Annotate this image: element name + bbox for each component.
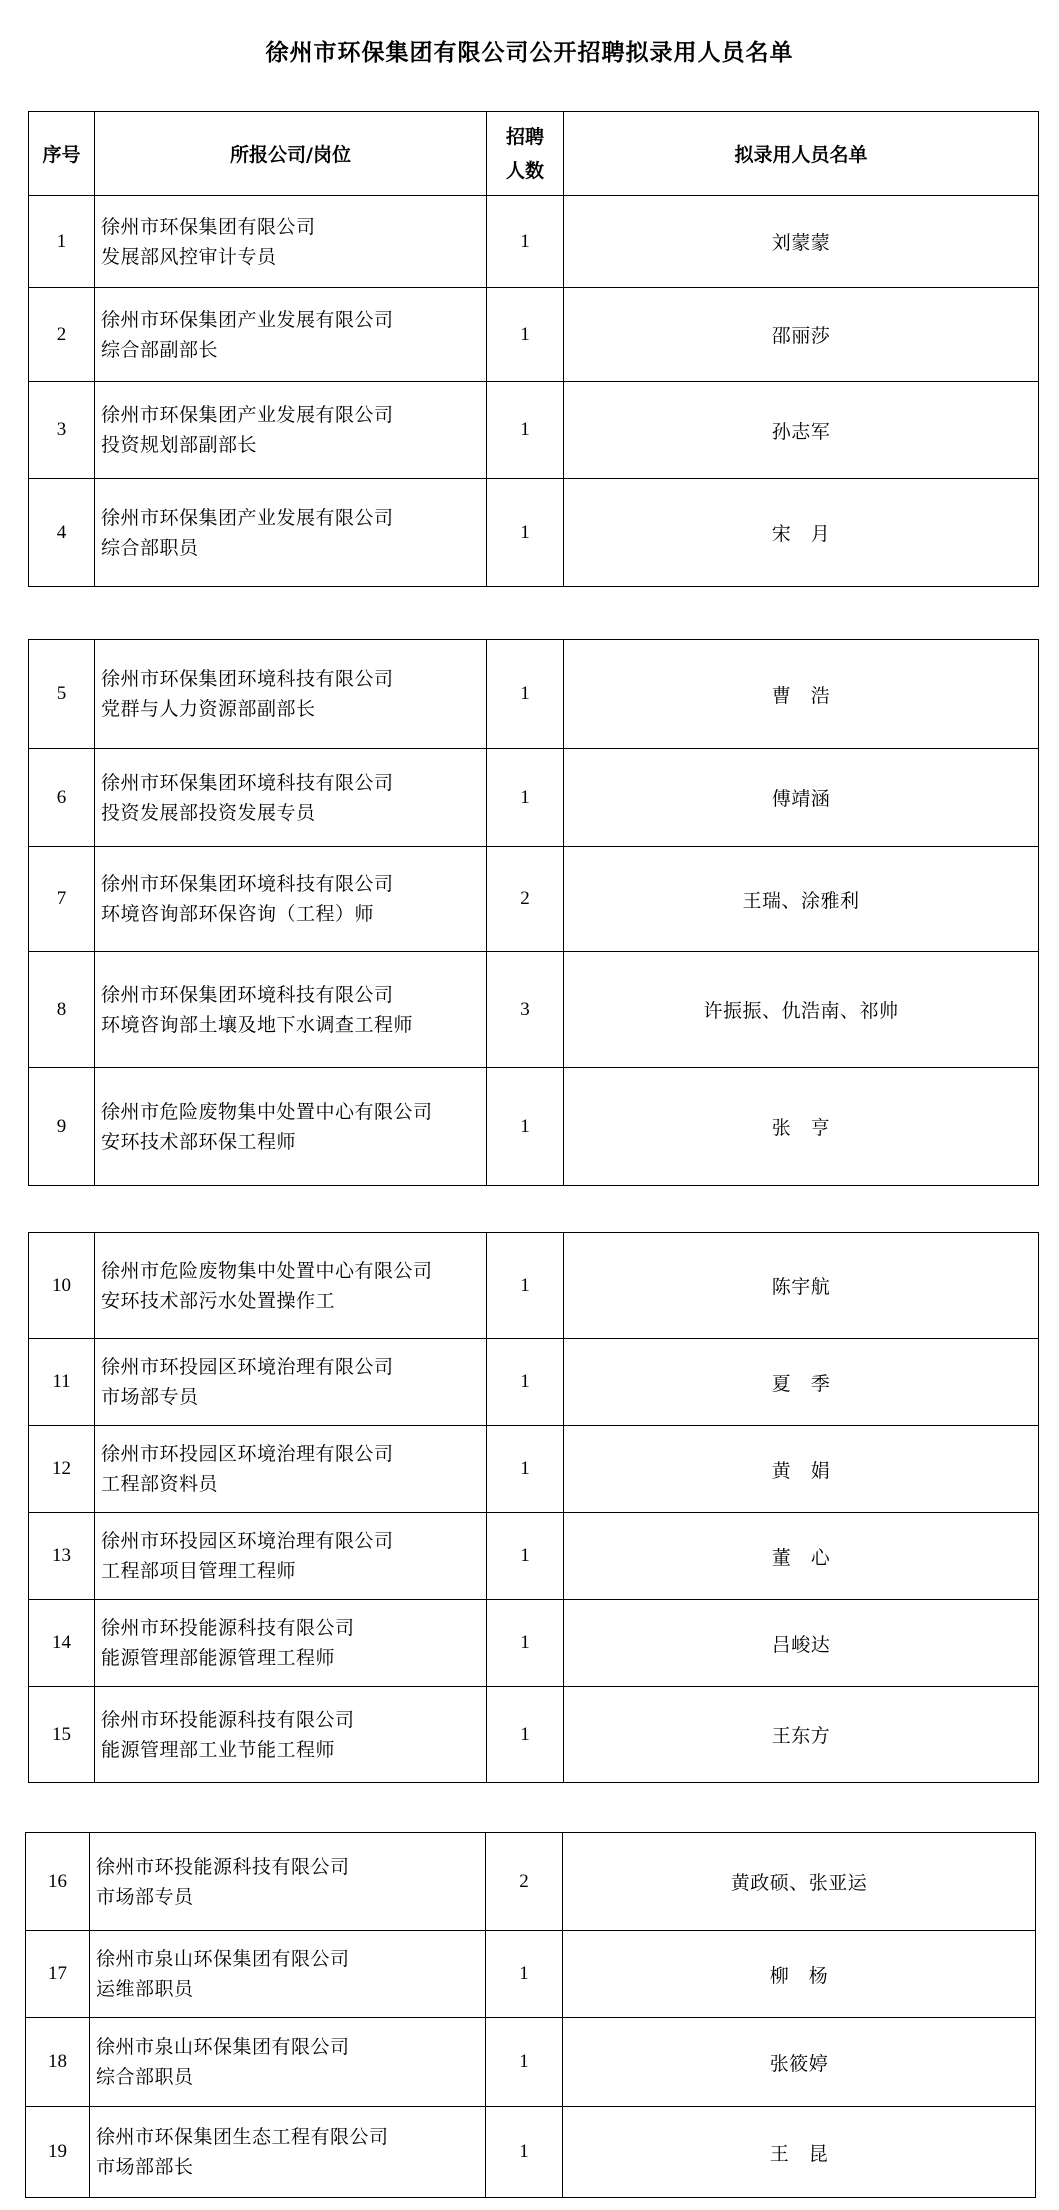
row-company: 徐州市危险废物集中处置中心有限公司 — [101, 1259, 433, 1282]
table-row — [26, 1931, 1036, 2018]
row-names: 傅靖涵 — [564, 749, 1039, 847]
row-seq: 17 — [26, 1931, 90, 2018]
row-company: 徐州市环保集团有限公司 — [101, 215, 316, 238]
row-position — [95, 479, 487, 587]
row-company: 徐州市环投园区环境治理有限公司 — [101, 1443, 394, 1465]
row-names: 吕峻达 — [564, 1600, 1039, 1687]
row-position — [95, 1068, 487, 1186]
row-names: 宋 月 — [564, 479, 1039, 587]
row-count: 1 — [487, 479, 564, 587]
row-count: 3 — [487, 952, 564, 1068]
row-position — [95, 749, 487, 847]
header-seq: 序号 — [29, 112, 95, 196]
row-position — [90, 2107, 486, 2198]
row-position — [95, 847, 487, 952]
page-title: 徐州市环保集团有限公司公开招聘拟录用人员名单 — [265, 40, 794, 66]
table-row — [29, 1233, 1039, 1339]
row-company: 徐州市环保集团环境科技有限公司 — [101, 668, 394, 690]
row-names: 孙志军 — [564, 382, 1039, 479]
roster-table — [28, 1232, 1039, 1783]
row-names: 张 亨 — [564, 1068, 1039, 1186]
row-seq: 9 — [29, 1068, 95, 1186]
row-position — [95, 1513, 487, 1600]
row-company: 徐州市环保集团环境科技有限公司 — [101, 983, 394, 1006]
row-names: 黄政硕、张亚运 — [563, 1833, 1036, 1931]
row-count: 1 — [487, 1600, 564, 1687]
row-names: 陈宇航 — [564, 1233, 1039, 1339]
row-names: 柳 杨 — [563, 1931, 1036, 2018]
row-dept: 综合部职员 — [96, 2066, 194, 2088]
row-company: 徐州市环保集团产业发展有限公司 — [101, 506, 394, 529]
table-row — [26, 1833, 1036, 1931]
row-names: 王东方 — [564, 1687, 1039, 1783]
row-seq: 15 — [29, 1687, 95, 1783]
table-row — [26, 2107, 1036, 2198]
row-count: 1 — [487, 382, 564, 479]
row-company: 徐州市环保集团产业发展有限公司 — [101, 308, 394, 331]
row-company: 徐州市环保集团产业发展有限公司 — [101, 404, 394, 426]
row-count: 1 — [487, 1233, 564, 1339]
table-row — [29, 640, 1039, 749]
row-count: 1 — [487, 288, 564, 382]
row-names: 刘蒙蒙 — [564, 196, 1039, 288]
table-row — [29, 1513, 1039, 1600]
row-seq: 8 — [29, 952, 95, 1068]
row-seq: 16 — [26, 1833, 90, 1931]
row-count: 1 — [487, 1687, 564, 1783]
table-row — [29, 1339, 1039, 1426]
row-dept: 党群与人力资源部副部长 — [101, 698, 316, 720]
row-dept: 环境咨询部环保咨询（工程）师 — [101, 903, 375, 925]
row-names: 张筱婷 — [563, 2018, 1036, 2107]
row-count: 1 — [486, 2107, 563, 2198]
row-dept: 发展部风控审计专员 — [101, 245, 277, 268]
roster-table — [28, 111, 1039, 587]
row-position — [95, 196, 487, 288]
row-position — [95, 1233, 487, 1339]
row-count: 1 — [487, 640, 564, 749]
row-seq: 2 — [29, 288, 95, 382]
row-seq: 3 — [29, 382, 95, 479]
row-count: 1 — [487, 1339, 564, 1426]
row-seq: 7 — [29, 847, 95, 952]
row-dept: 工程部资料员 — [101, 1473, 219, 1495]
row-names: 曹 浩 — [564, 640, 1039, 749]
row-count: 2 — [487, 847, 564, 952]
row-dept: 市场部专员 — [101, 1386, 199, 1408]
roster-table — [28, 639, 1039, 1186]
row-seq: 18 — [26, 2018, 90, 2107]
row-seq: 5 — [29, 640, 95, 749]
row-company: 徐州市泉山环保集团有限公司 — [96, 2036, 350, 2058]
row-company: 徐州市环投能源科技有限公司 — [96, 1855, 350, 1878]
row-company: 徐州市环保集团环境科技有限公司 — [101, 771, 394, 794]
row-position — [95, 952, 487, 1068]
row-names: 夏 季 — [564, 1339, 1039, 1426]
header-count — [487, 112, 564, 196]
row-names: 董 心 — [564, 1513, 1039, 1600]
roster-table — [25, 1832, 1036, 2198]
row-dept: 投资发展部投资发展专员 — [101, 801, 316, 824]
row-count: 1 — [487, 1426, 564, 1513]
row-count: 2 — [486, 1833, 563, 1931]
row-names: 许振振、仇浩南、祁帅 — [564, 952, 1039, 1068]
table-row — [29, 847, 1039, 952]
table-row — [29, 1068, 1039, 1186]
row-dept: 工程部项目管理工程师 — [101, 1560, 297, 1582]
row-seq: 1 — [29, 196, 95, 288]
row-dept: 投资规划部副部长 — [101, 434, 258, 456]
row-dept: 能源管理部工业节能工程师 — [101, 1738, 336, 1761]
row-count: 1 — [487, 1513, 564, 1600]
header-position: 所报公司/岗位 — [95, 112, 487, 196]
row-count: 1 — [486, 2018, 563, 2107]
row-dept: 环境咨询部土壤及地下水调查工程师 — [101, 1013, 414, 1036]
row-company: 徐州市环保集团生态工程有限公司 — [96, 2126, 389, 2148]
table-header-row — [29, 112, 1039, 196]
row-position — [95, 1339, 487, 1426]
table-row — [29, 952, 1039, 1068]
row-seq: 12 — [29, 1426, 95, 1513]
row-seq: 11 — [29, 1339, 95, 1426]
row-company: 徐州市环投能源科技有限公司 — [101, 1708, 355, 1731]
row-seq: 4 — [29, 479, 95, 587]
table-row — [29, 196, 1039, 288]
row-dept: 市场部部长 — [96, 2156, 194, 2178]
row-position — [90, 2018, 486, 2107]
table-row — [29, 382, 1039, 479]
row-seq: 14 — [29, 1600, 95, 1687]
row-company: 徐州市环投园区环境治理有限公司 — [101, 1530, 394, 1552]
row-position — [95, 288, 487, 382]
table-row — [29, 479, 1039, 587]
row-position — [95, 1600, 487, 1687]
row-count: 1 — [487, 1068, 564, 1186]
row-company: 徐州市环保集团环境科技有限公司 — [101, 873, 394, 895]
row-position — [95, 382, 487, 479]
row-count: 1 — [487, 749, 564, 847]
row-position — [95, 640, 487, 749]
row-seq: 13 — [29, 1513, 95, 1600]
row-names: 黄 娟 — [564, 1426, 1039, 1513]
header-count-line2: 人数 — [505, 159, 544, 182]
table-row — [29, 1600, 1039, 1687]
row-dept: 运维部职员 — [96, 1978, 194, 2000]
table-row — [29, 749, 1039, 847]
row-names: 邵丽莎 — [564, 288, 1039, 382]
row-dept: 市场部专员 — [96, 1885, 194, 1908]
row-seq: 19 — [26, 2107, 90, 2198]
row-position — [90, 1833, 486, 1931]
row-company: 徐州市环投园区环境治理有限公司 — [101, 1356, 394, 1378]
row-dept: 综合部职员 — [101, 536, 199, 559]
row-company: 徐州市环投能源科技有限公司 — [101, 1617, 355, 1639]
table-row — [29, 1426, 1039, 1513]
table-row — [29, 288, 1039, 382]
row-names: 王 昆 — [563, 2107, 1036, 2198]
row-dept: 综合部副部长 — [101, 338, 219, 361]
row-position — [95, 1426, 487, 1513]
row-seq: 6 — [29, 749, 95, 847]
header-names: 拟录用人员名单 — [564, 112, 1039, 196]
table-row — [26, 2018, 1036, 2107]
row-company: 徐州市泉山环保集团有限公司 — [96, 1948, 350, 1970]
header-count-line1: 招聘 — [505, 125, 544, 148]
row-seq: 10 — [29, 1233, 95, 1339]
table-row — [29, 1687, 1039, 1783]
row-names: 王瑞、涂雅利 — [564, 847, 1039, 952]
row-company: 徐州市危险废物集中处置中心有限公司 — [101, 1100, 433, 1123]
row-count: 1 — [486, 1931, 563, 2018]
row-count: 1 — [487, 196, 564, 288]
row-position — [95, 1687, 487, 1783]
row-dept: 安环技术部污水处置操作工 — [101, 1289, 336, 1312]
row-position — [90, 1931, 486, 2018]
row-dept: 安环技术部环保工程师 — [101, 1130, 297, 1153]
row-dept: 能源管理部能源管理工程师 — [101, 1647, 336, 1669]
